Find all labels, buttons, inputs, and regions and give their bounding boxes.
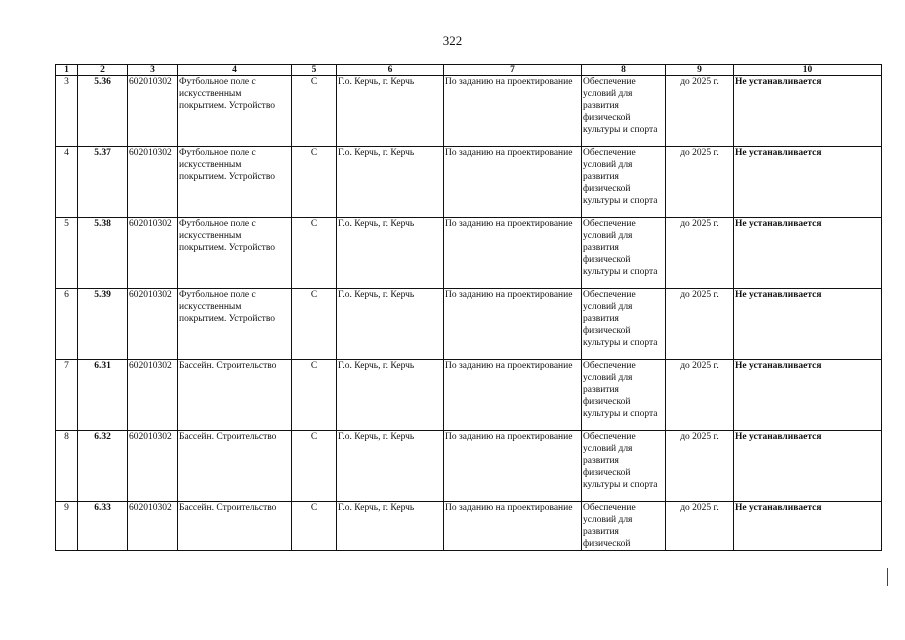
col-header-5: 5	[292, 65, 337, 76]
cell-basis: По заданию на проектирование	[444, 360, 582, 431]
table-row	[56, 431, 882, 502]
cell-name: Футбольное поле с искусственным покрытием. Устройство	[178, 147, 292, 218]
table-row	[56, 218, 882, 289]
table-row	[56, 76, 882, 147]
cell-purpose: Обеспечение условий для развития физической культуры и спорта	[582, 218, 666, 289]
cell-code: 5.37	[78, 147, 128, 218]
cell-location: Г.о. Керчь, г. Керчь	[337, 76, 444, 147]
scan-edge-mark	[887, 568, 888, 586]
cell-purpose: Обеспечение условий для развития физической культуры и спорта	[582, 431, 666, 502]
cell-location: Г.о. Керчь, г. Керчь	[337, 289, 444, 360]
cell-number: 7	[56, 360, 78, 431]
cell-zone: Не устанавливается	[734, 76, 882, 147]
cell-type: С	[292, 431, 337, 502]
cell-name: Футбольное поле с искусственным покрытием. Устройство	[178, 76, 292, 147]
cell-purpose: Обеспечение условий для развития физической культуры и спорта	[582, 76, 666, 147]
cell-number: 9	[56, 502, 78, 551]
col-header-8: 8	[582, 65, 666, 76]
cell-basis: По заданию на проектирование	[444, 218, 582, 289]
cell-location: Г.о. Керчь, г. Керчь	[337, 502, 444, 551]
cell-type: С	[292, 218, 337, 289]
col-header-6: 6	[337, 65, 444, 76]
cell-id: 602010302	[128, 289, 178, 360]
cell-type: С	[292, 502, 337, 551]
col-header-4: 4	[178, 65, 292, 76]
cell-id: 602010302	[128, 502, 178, 551]
cell-id: 602010302	[128, 147, 178, 218]
col-header-3: 3	[128, 65, 178, 76]
cell-basis: По заданию на проектирование	[444, 502, 582, 551]
cell-deadline: до 2025 г.	[666, 502, 734, 551]
col-header-1: 1	[56, 65, 78, 76]
cell-deadline: до 2025 г.	[666, 76, 734, 147]
cell-zone: Не устанавливается	[734, 502, 882, 551]
cell-zone: Не устанавливается	[734, 360, 882, 431]
cell-basis: По заданию на проектирование	[444, 289, 582, 360]
page-number: 322	[442, 33, 463, 48]
col-header-2: 2	[78, 65, 128, 76]
cell-number: 3	[56, 76, 78, 147]
cell-code: 6.33	[78, 502, 128, 551]
cell-basis: По заданию на проектирование	[444, 147, 582, 218]
cell-purpose: Обеспечение условий для развития физической культуры и спорта	[582, 147, 666, 218]
cell-code: 6.31	[78, 360, 128, 431]
cell-name: Футбольное поле с искусственным покрытием. Устройство	[178, 218, 292, 289]
cell-type: С	[292, 147, 337, 218]
cell-deadline: до 2025 г.	[666, 147, 734, 218]
cell-number: 4	[56, 147, 78, 218]
cell-id: 602010302	[128, 431, 178, 502]
cell-name: Бассейн. Строительство	[178, 360, 292, 431]
table-row	[56, 360, 882, 431]
header-row	[56, 65, 882, 76]
cell-zone: Не устанавливается	[734, 218, 882, 289]
cell-location: Г.о. Керчь, г. Керчь	[337, 147, 444, 218]
cell-deadline: до 2025 г.	[666, 360, 734, 431]
cell-name: Футбольное поле с искусственным покрытием. Устройство	[178, 289, 292, 360]
cell-location: Г.о. Керчь, г. Керчь	[337, 218, 444, 289]
cell-deadline: до 2025 г.	[666, 289, 734, 360]
table-row	[56, 502, 882, 551]
cell-deadline: до 2025 г.	[666, 431, 734, 502]
cell-number: 8	[56, 431, 78, 502]
cell-number: 6	[56, 289, 78, 360]
cell-type: С	[292, 360, 337, 431]
cell-zone: Не устанавливается	[734, 431, 882, 502]
cell-deadline: до 2025 г.	[666, 218, 734, 289]
cell-purpose: Обеспечение условий для развития физической культуры и спорта	[582, 360, 666, 431]
cell-zone: Не устанавливается	[734, 147, 882, 218]
register-table	[55, 64, 882, 551]
table-row	[56, 147, 882, 218]
col-header-10: 10	[734, 65, 882, 76]
cell-id: 602010302	[128, 218, 178, 289]
cell-basis: По заданию на проектирование	[444, 431, 582, 502]
cell-type: С	[292, 289, 337, 360]
table-row	[56, 289, 882, 360]
col-header-9: 9	[666, 65, 734, 76]
cell-code: 6.32	[78, 431, 128, 502]
cell-id: 602010302	[128, 76, 178, 147]
col-header-7: 7	[444, 65, 582, 76]
cell-number: 5	[56, 218, 78, 289]
cell-location: Г.о. Керчь, г. Керчь	[337, 360, 444, 431]
cell-basis: По заданию на проектирование	[444, 76, 582, 147]
cell-name: Бассейн. Строительство	[178, 431, 292, 502]
cell-code: 5.39	[78, 289, 128, 360]
cell-purpose: Обеспечение условий для развития физической	[582, 502, 666, 551]
cell-purpose: Обеспечение условий для развития физической культуры и спорта	[582, 289, 666, 360]
cell-type: С	[292, 76, 337, 147]
cell-id: 602010302	[128, 360, 178, 431]
cell-code: 5.38	[78, 218, 128, 289]
cell-zone: Не устанавливается	[734, 289, 882, 360]
cell-location: Г.о. Керчь, г. Керчь	[337, 431, 444, 502]
cell-code: 5.36	[78, 76, 128, 147]
cell-name: Бассейн. Строительство	[178, 502, 292, 551]
